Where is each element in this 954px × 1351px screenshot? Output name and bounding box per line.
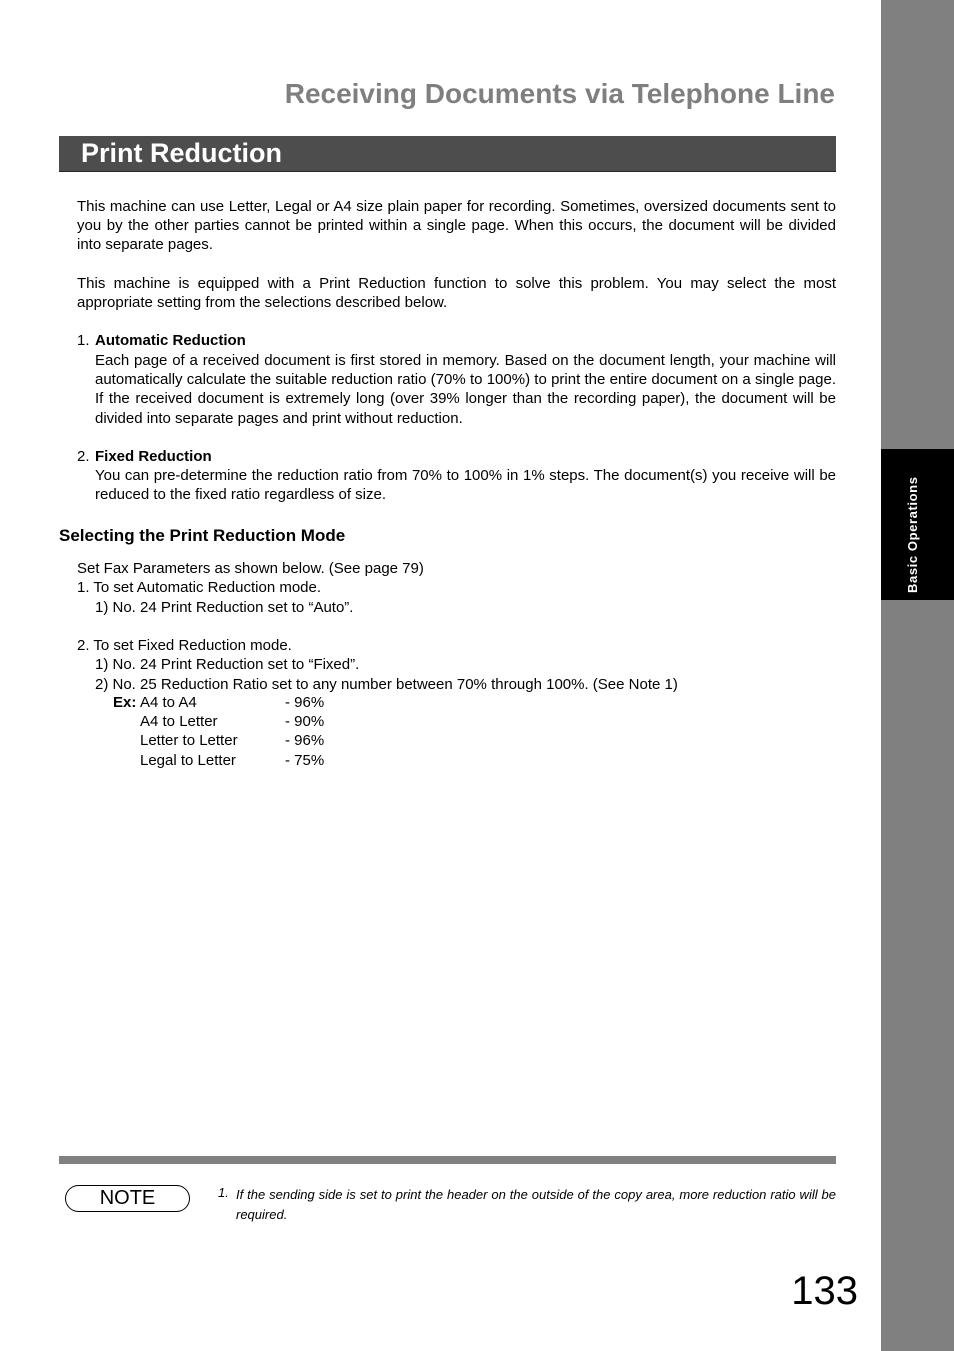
intro-paragraph-1: This machine can use Letter, Legal or A4 size plain paper for recording. Sometimes, oversized documents sent to you by the other parties cannot be printed within a single page. When this occurs, the document will be divided into separate pages. [77,198,836,254]
example-ratio: - 96% [285,694,325,711]
note-divider [59,1156,836,1164]
step-1: 1. To set Automatic Reduction mode. [77,579,322,596]
step-1-sub-1: 1) No. 24 Print Reduction set to “Auto”. [95,599,354,616]
example-ratio: - 96% [285,732,325,749]
mode-2-number: 2. [77,448,90,465]
example-pair: Legal to Letter [140,752,236,769]
selecting-heading: Selecting the Print Reduction Mode [59,526,346,545]
step-2-sub-1: 1) No. 24 Print Reduction set to “Fixed”. [95,656,360,673]
example-label: Ex: [113,694,137,711]
note-number: 1. [218,1185,229,1200]
step-2: 2. To set Fixed Reduction mode. [77,637,292,654]
page-number: 133 [791,1269,858,1313]
example-pair: Letter to Letter [140,732,238,749]
example-pair: A4 to A4 [140,694,197,711]
note-badge: NOTE [65,1185,190,1212]
mode-2-title: Fixed Reduction [95,448,212,465]
intro-paragraph-2: This machine is equipped with a Print Reduction function to solve this problem. You may select the most appropriate setting from the selections described below. [77,275,836,312]
example-ratio: - 90% [285,713,325,730]
selecting-intro: Set Fax Parameters as shown below. (See page 79) [77,560,424,577]
chapter-title: Receiving Documents via Telephone Line [284,78,835,109]
example-ratio: - 75% [285,752,325,769]
mode-1-title: Automatic Reduction [95,332,246,349]
step-2-sub-2: 2) No. 25 Reduction Ratio set to any number between 70% through 100%. (See Note 1) [95,676,678,693]
section-title-bar [59,136,836,172]
note-text: If the sending side is set to print the header on the outside of the copy area, more reduction ratio will be required. [236,1187,836,1222]
mode-1-number: 1. [77,332,90,349]
chapter-tab-label: Basic Operations [905,476,920,593]
mode-2-description: You can pre-determine the reduction ratio from 70% to 100% in 1% steps. The document(s) you receive will be reduced to the fixed ratio regardless of size. [95,467,836,504]
side-margin-bar [881,0,954,1351]
mode-1-description: Each page of a received document is first stored in memory. Based on the document length, your machine will automatically calculate the suitable reduction ratio (70% to 100%) to print the entire document on a single page. If the received document is extremely long (over 39% longer than the recording paper), the document will be divided into separate pages and print without reduction. [95,352,836,427]
example-pair: A4 to Letter [140,713,218,730]
section-title: Print Reduction [81,138,282,168]
